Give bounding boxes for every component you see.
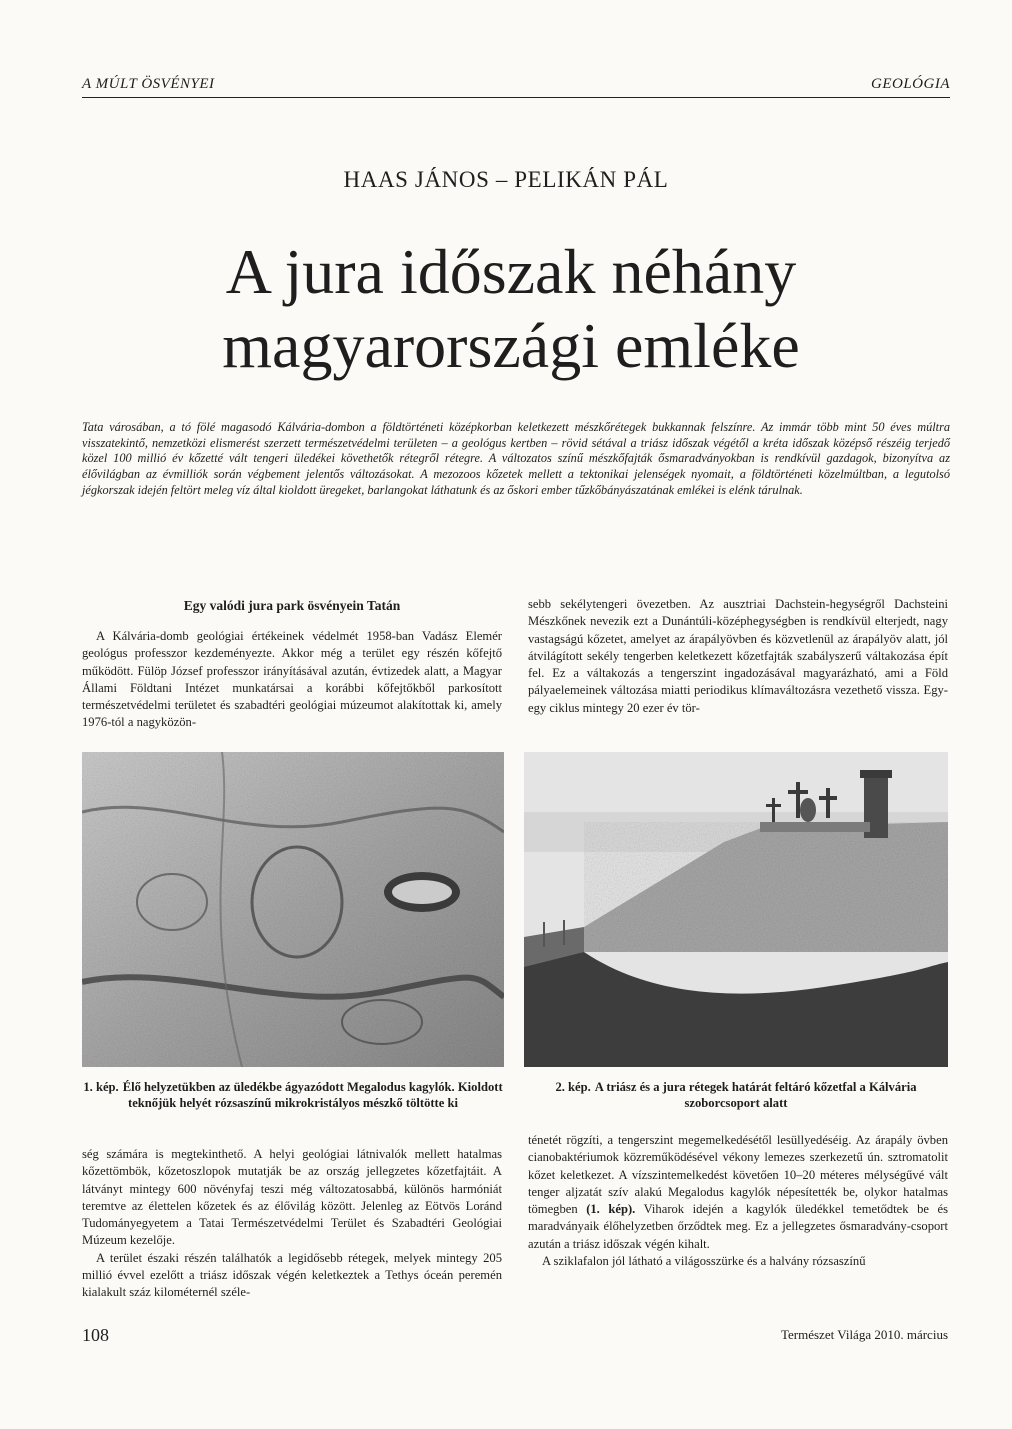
figure-1-caption [82,1079,504,1111]
right-column-bottom [528,1132,948,1270]
calvary-rock-wall-photo [524,752,948,1067]
megalodus-rock-photo [82,752,504,1067]
figure-reference: (1. kép). [586,1202,636,1217]
figure-2-caption [524,1079,948,1111]
title-line-1: A jura időszak néhány [225,236,797,307]
running-header [82,76,950,98]
figure-1-caption-text: Élő helyzetükben az üledékbe ágyazódott Megalodus kagylók. Kioldott teknőjük helyét rózsaszínű mikrokristályos mészkő töltötte ki [122,1080,503,1110]
figure-1-photo [82,752,504,1067]
section-heading: Egy valódi jura park ösvényein Tatán [183,598,401,613]
paragraph: A sziklafalon jól látható a világosszürke és a halvány rózsaszínű [542,1254,866,1269]
article-title [90,235,932,383]
paragraph: A Kálvária-domb geológiai értékeinek védelmét 1958-ban Vadász Elemér geológus professzor kezdeményezte. Akkor még a terület egy részén kőfejtő működött. Fülöp József professzor irányításával azután, évtizedek alatt, a Magyar Állami Földtani Intézet munkatársai a korábbi kőfejtőkből parkosított természetvédelmi területet és szabadtéri geológiai múzeumot alakítottak ki, amely 1976-tól a nagyközön- [82,629,502,730]
paragraph: ség számára is megtekinthető. A helyi geológiai látnivalók mellett hatalmas kőzettömbök, kőzetoszlopok mutatják be az ország jellegzetes kőzetfajtáit. A látványt mintegy 600 növényfaj teszi még változatosabbá, különös harmóniát teremtve az élettelen kőzetek és az élővilág között. Jelenleg az Eötvös Loránd Tudományegyetem a Tatai Természetvédelmi Terület és Szabadtéri Geológiai Múzeum kezelője. [82,1147,502,1248]
paragraph: A terület északi részén találhatók a legidősebb rétegek, melyek mintegy 205 millió évvel ezelőtt a triász időszak végén keletkeztek a Tethys óceán peremén kialakult száz kilométernél széle- [82,1250,502,1300]
lead-paragraph: Tata városában, a tó fölé magasodó Kálvária-dombon a földtörténeti középkorban keletkezett mészkőrétegek bukkannak felszínre. Az immár több mint 50 éves múltra visszatekintő, nemzetközi elismerést szerzett természetvédelmi területen – a geológus kertben – rövid sétával a triász időszak végétől a kréta időszak középső részéig terjedő közel 100 millió év kőzetté vált tengeri üledékei követhetők rétegről rétegre. A változatos színű mészkőfajták ősmaradványokban is rendkívül gazdagok, bizonyítva az élővilágban az évmilliók során végbement jelentős változásokat. A mezozoos kőzetek mellett a tektonikai jelenségek nyomait, a földtörténeti közelmúltban, a legutolsó jégkorszak idején feltört meleg víz által kioldott üregeket, barlangokat láthatunk és az őskori ember tűzkőbányászatának emlékei is elénk tárulnak. [82,420,950,497]
left-column-top [82,628,502,732]
figure-2-caption-text: A triász és a jura rétegek határát feltáró kőzetfal a Kálvária szoborcsoport alatt [594,1080,917,1110]
page-number: 108 [82,1325,109,1345]
journal-footer: Természet Világa 2010. március [780,1327,948,1342]
topic-label: GEOLÓGIA [871,76,950,92]
paragraph-text: ténetét rögzíti, a tengerszint megemelkedésétől lesüllyedéséig. Az árapály övben cianobaktériumok közreműködésével vékony lemezes szerkezetű ún. sztromatolit kőzet keletkezet. A vízszintemelkedést követően 10–20 méteres mélységűvé vált tenger aljzatát szív alakú Megalodus kagylók népesítették be, olykor hatalmas tömegben [528,1133,948,1217]
paragraph [528,1132,948,1253]
left-column-bottom [82,1146,502,1302]
figure-1-label: 1. kép. [83,1080,119,1094]
title-line-2: magyarországi emléke [222,310,800,381]
figure-2-label: 2. kép. [555,1080,591,1094]
paragraph-text: Viharok idején a kagylók üledékkel temetődtek be és maradványaik élőhelyzetben őrződtek meg. Ez a jellegzetes ősmaradvány-csoport azután a triász időszak végén kihalt. [528,1202,948,1251]
right-column-top [528,596,948,717]
paragraph: sebb sekélytengeri övezetben. Az ausztriai Dachstein-hegységről Dachsteini Mészkőnek nevezik ezt a Dunántúli-középhegységben is rendkívül elterjedt, nagy vastagságú kőzetet, amelyet az árapályövben és közvetlenül az árapályöv alatt, jól átvilágított sekély tengerben keletkezett kőzetfajták szabályszerű váltakozása épít fel. Ez a váltakozás a tengerszint ingadozásával magyarázható, ami a Föld pályaelemeinek változása miatti periodikus klímaváltozásra vezethető vissza. Egy-egy ciklus mintegy 20 ezer év tör- [528,597,948,715]
authors: HAAS JÁNOS – PELIKÁN PÁL [343,167,669,192]
section-label: A MÚLT ÖSVÉNYEI [82,76,215,92]
figure-2-photo [524,752,948,1067]
